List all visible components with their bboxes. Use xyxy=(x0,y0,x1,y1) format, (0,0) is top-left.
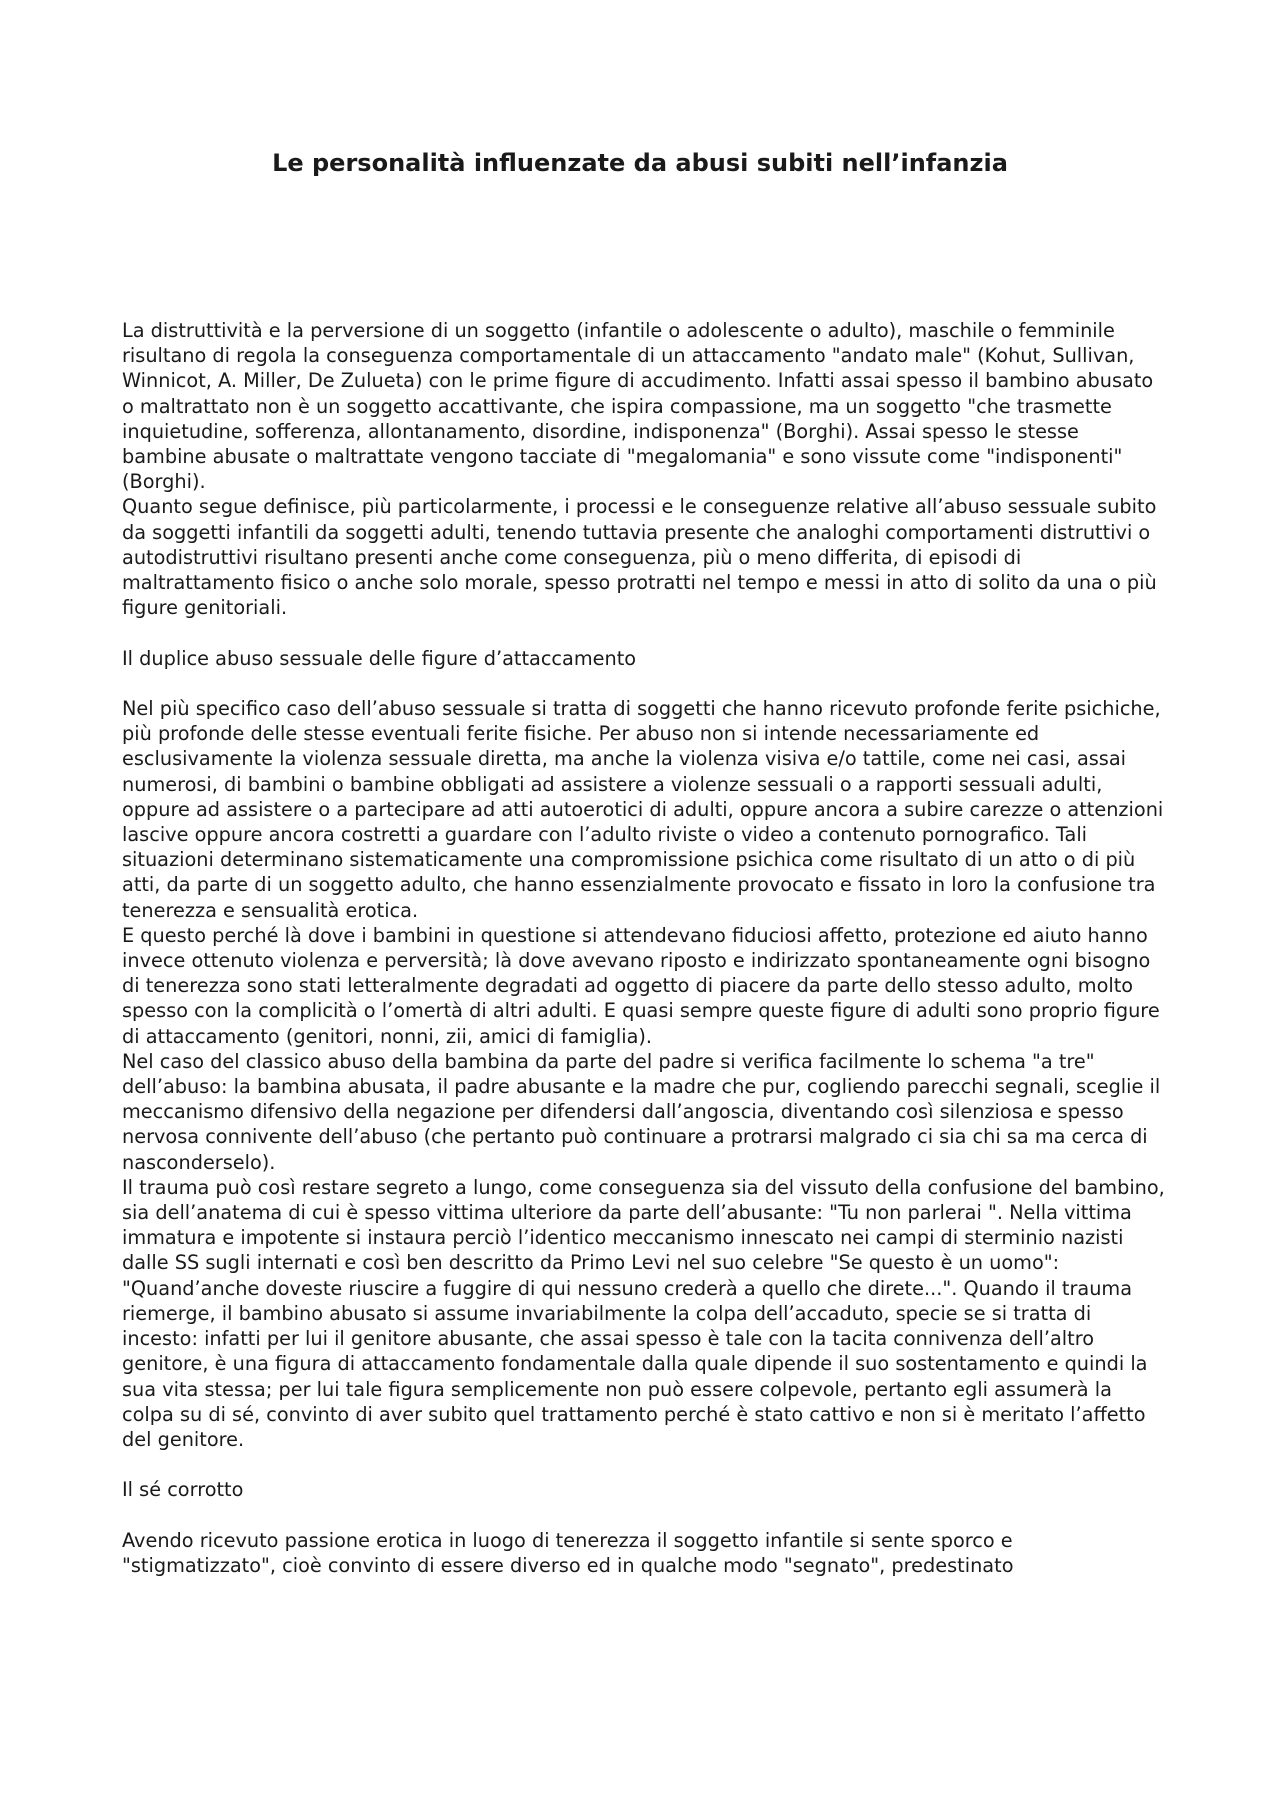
section-heading: Il duplice abuso sessuale delle figure d’attaccamento xyxy=(122,646,637,670)
paragraph: E questo perché là dove i bambini in questione si attendevano fiduciosi affetto, protezione ed aiuto hanno invece ottenuto violenza e perversità; là dove avevano riposto e indirizzato spontaneamente ogni bisogno di tenerezza sono stati letteralmente degradati ad oggetto di piacere da parte dello stesso adulto, molto spesso con la complicità o l’omertà di altri adulti. E quasi sempre queste figure di adulti sono proprio figure di attaccamento (genitori, nonni, zii, amici di famiglia). xyxy=(122,923,1160,1048)
document-body xyxy=(122,318,1167,1578)
paragraph: La distruttività e la perversione di un soggetto (infantile o adolescente o adulto), maschile o femminile risultano di regola la conseguenza comportamentale di un attaccamento "andato male" (Kohut, Sullivan, Winnicot, A. Miller, De Zulueta) con le prime figure di accudimento. Infatti assai spesso il bambino abusato o maltrattato non è un soggetto accattivante, che ispira compassione, ma un soggetto "che trasmette inquietudine, sofferenza, allontanamento, disordine, indisponenza" (Borghi). Assai spesso le stesse bambine abusate o maltrattate vengono tacciate di "megalomania" e sono vissute come "indisponenti" (Borghi). xyxy=(122,319,1154,494)
spacer xyxy=(122,1452,1167,1477)
paragraph: Avendo ricevuto passione erotica in luogo di tenerezza il soggetto infantile si sente sporco e "stigmatizzato", cioè convinto di essere diverso ed in qualche modo "segnato", predestinato xyxy=(122,1528,1014,1577)
paragraph: Quanto segue definisce, più particolarmente, i processi e le conseguenze relative all’abuso sessuale subito da soggetti infantili da soggetti adulti, tenendo tuttavia presente che analoghi comportamenti distruttivi o autodistruttivi risultano presenti anche come conseguenza, più o meno differita, di episodi di maltrattamento fisico o anche solo morale, spesso protratti nel tempo e messi in atto di solito da una o più figure genitoriali. xyxy=(122,495,1157,620)
paragraph: Nel più specifico caso dell’abuso sessuale si tratta di soggetti che hanno ricevuto profonde ferite psichiche, più profonde delle stesse eventuali ferite fisiche. Per abuso non si intende necessariamente ed esclusivamente la violenza sessuale diretta, ma anche la violenza visiva e/o tattile, come nei casi, assai numerosi, di bambini o bambine obbligati ad assistere a violenze sessuali o a rapporti sessuali adulti, oppure ad assistere o a partecipare ad atti autoerotici di adulti, oppure ancora a subire carezze o attenzioni lascive oppure ancora costretti a guardare con l’adulto riviste o video a contenuto pornografico. Tali situazioni determinano sistematicamente una compromissione psichica come risultato di un atto o di più atti, da parte di un soggetto adulto, che hanno essenzialmente provocato e fissato in loro la confusione tra tenerezza e sensualità erotica. xyxy=(122,697,1164,922)
spacer xyxy=(122,671,1167,696)
paragraph: Il trauma può così restare segreto a lungo, come conseguenza sia del vissuto della confusione del bambino, sia dell’anatema di cui è spesso vittima ulteriore da parte dell’abusante: "Tu non parlerai ". Nella vittima immatura e impotente si instaura perciò l’identico meccanismo innescato nei campi di sterminio nazisti dalle SS sugli internati e così ben descritto da Primo Levi nel suo celebre "Se questo è un uomo": "Quand’anche doveste riuscire a fuggire di qui nessuno crederà a quello che direte...". Quando il trauma riemerge, il bambino abusato si assume invariabilmente la colpa dell’accaduto, specie se si tratta di incesto: infatti per lui il genitore abusante, che assai spesso è tale con la tacita connivenza dell’altro genitore, è una figura di attaccamento fondamentale dalla quale dipende il suo sostentamento e quindi la sua vita stessa; per lui tale figura semplicemente non può essere colpevole, pertanto egli assumerà la colpa su di sé, convinto di aver subito quel trattamento perché è stato cattivo e non si è meritato l’affetto del genitore. xyxy=(122,1175,1165,1451)
section-heading: Il sé corrotto xyxy=(122,1478,244,1502)
document-title: Le personalità influenzate da abusi subiti nell’infanzia xyxy=(272,149,1008,177)
spacer xyxy=(122,620,1167,645)
spacer xyxy=(122,1503,1167,1528)
paragraph: Nel caso del classico abuso della bambina da parte del padre si verifica facilmente lo schema "a tre" dell’abuso: la bambina abusata, il padre abusante e la madre che pur, cogliendo parecchi segnali, sceglie il meccanismo difensivo della negazione per difendersi dall’angoscia, diventando così silenziosa e spesso nervosa connivente dell’abuso (che pertanto può continuare a protrarsi malgrado ci sia chi sa ma cerca di nasconderselo). xyxy=(122,1049,1161,1174)
